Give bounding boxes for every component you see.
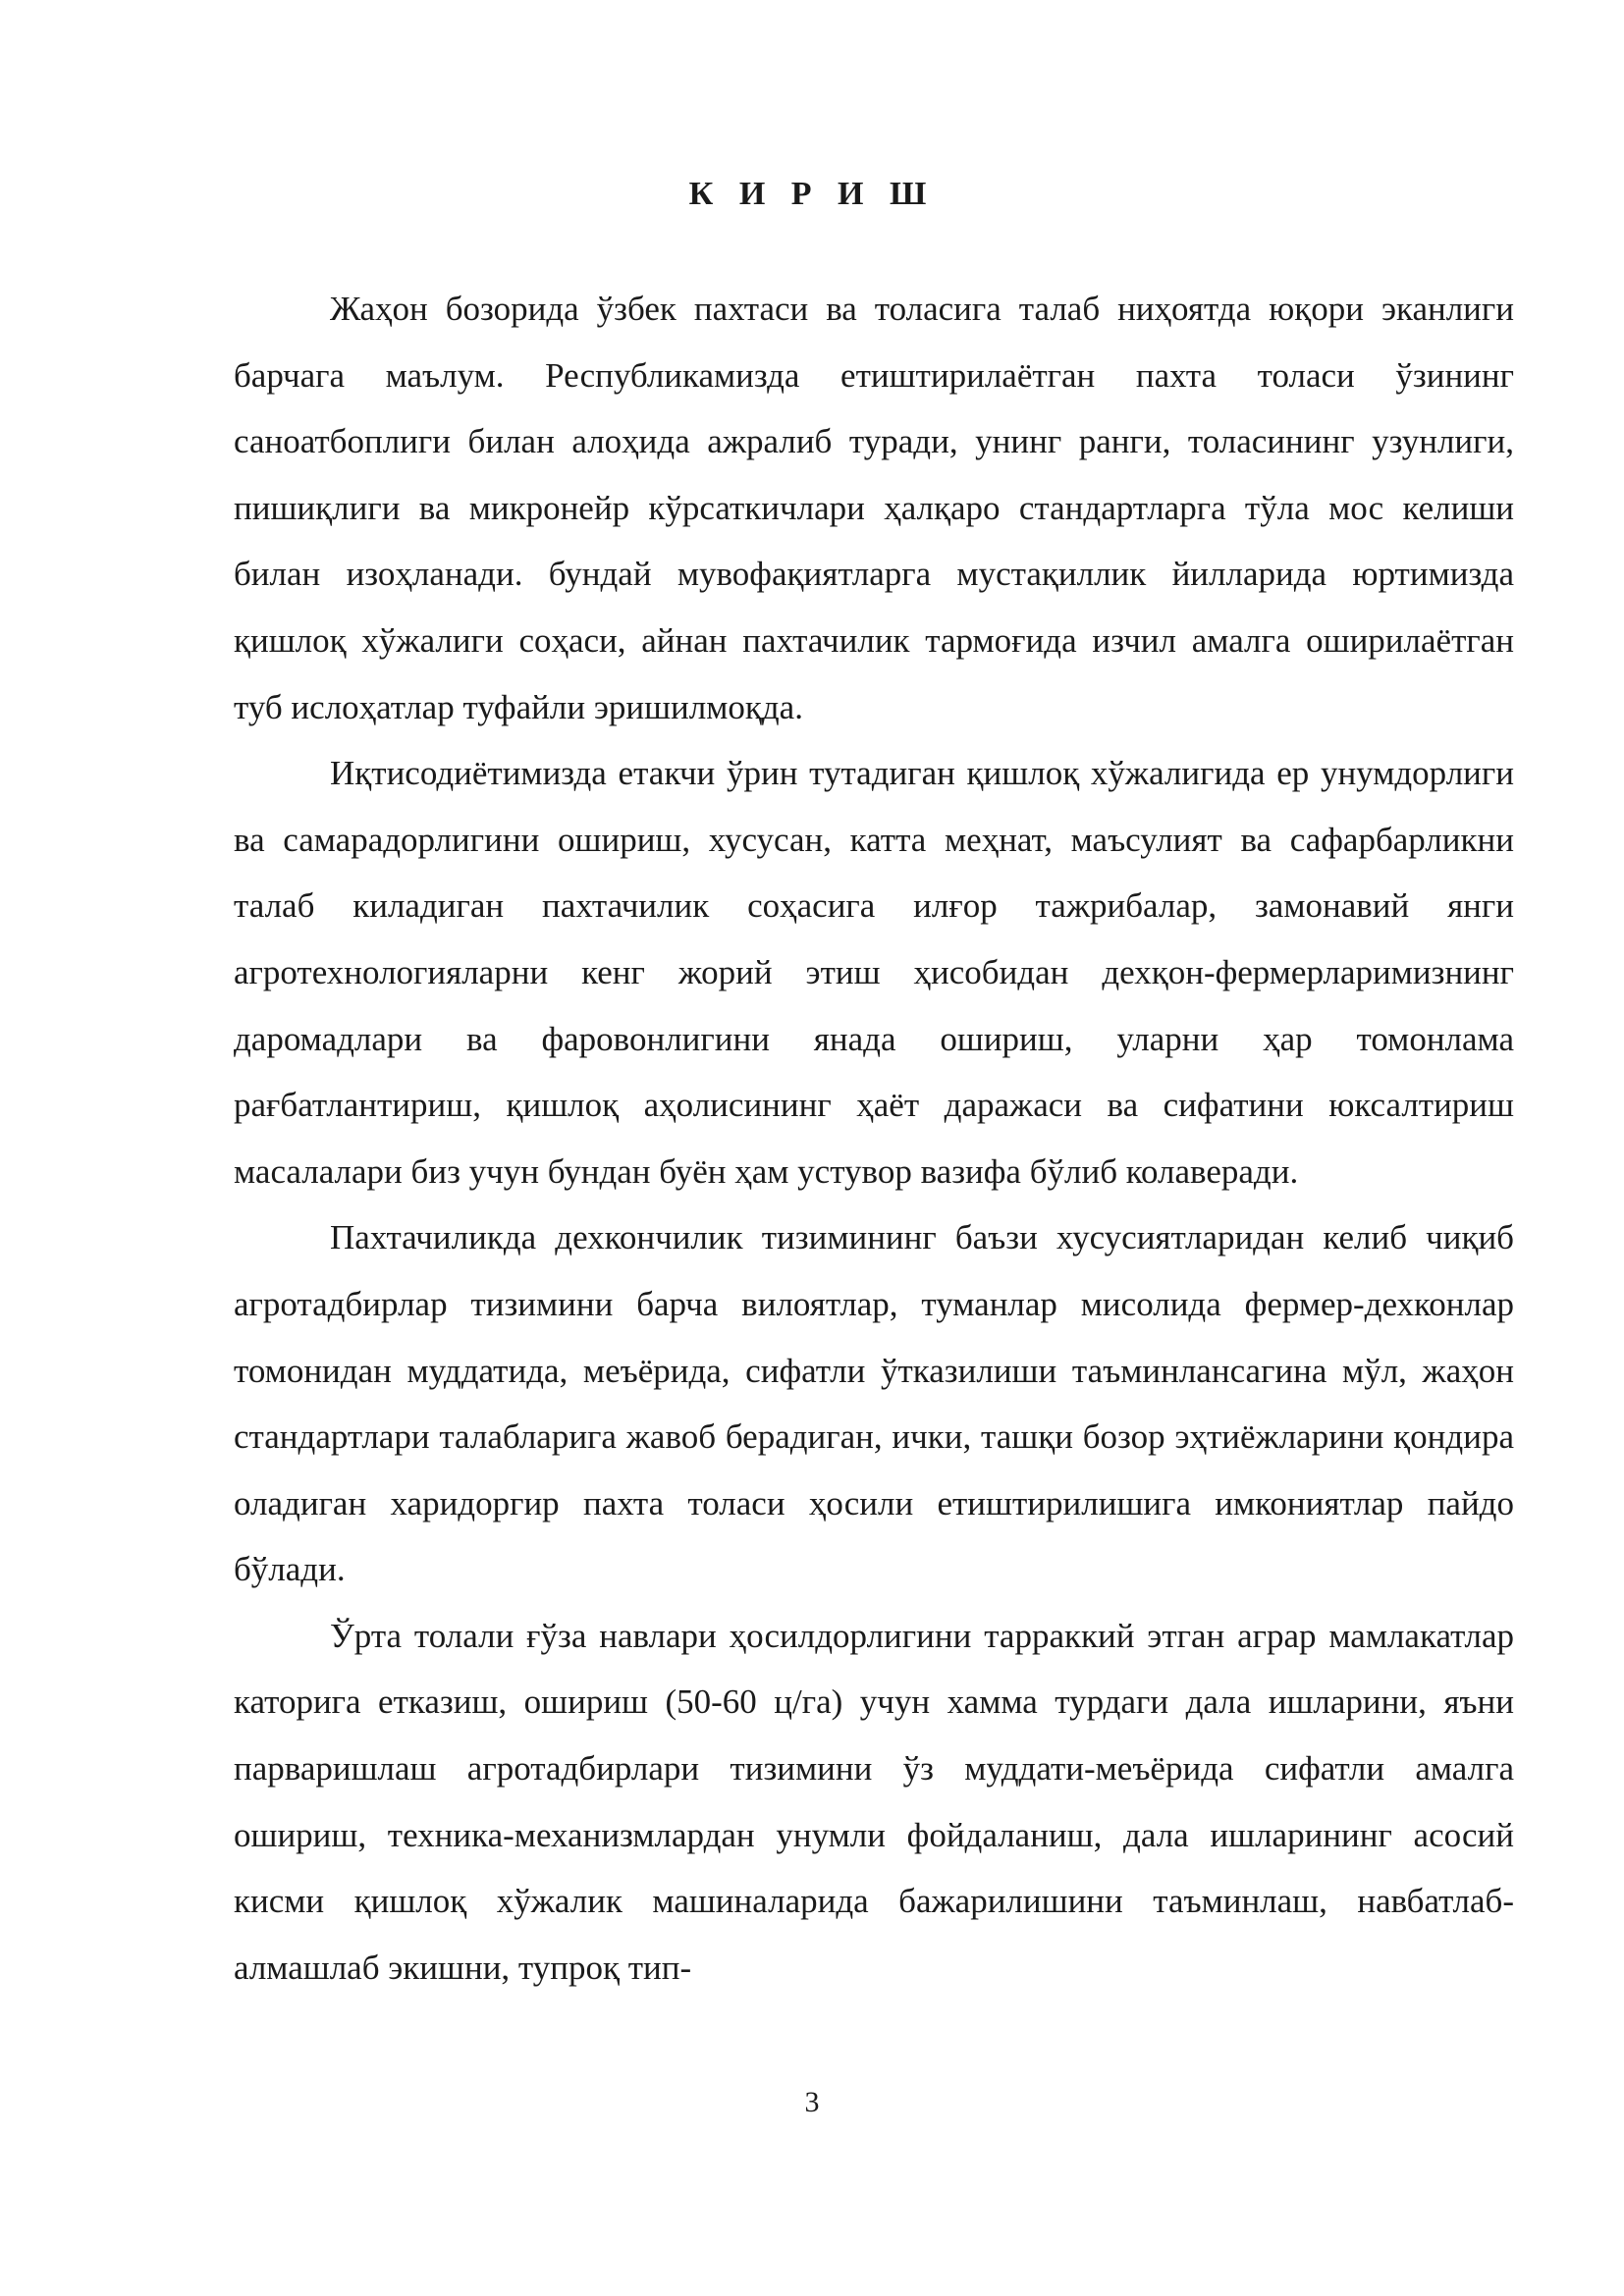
paragraph: Ўрта толали ғўза навлари ҳосилдорлигини тарраккий этган аграр мамлакатлар каторига етказиш, ошириш (50-60 ц/га) учун хамма турдаги дала ишларини, яъни парваришлаш агротадбирлари тизимини ўз муддати-меъёрида сифатли амалга ошириш, техника-механизмлардан унумли фойдаланиш, дала ишларининг асосий кисми қишлоқ хўжалик машиналарида бажарилишини таъминлаш, навбатлаб-алмашлаб экишни, тупроқ тип-	[234, 1616, 1514, 1987]
paragraph: Пахтачиликда дехкончилик тизимининг баъзи хусусиятларидан келиб чиқиб агротадбирлар тизимини барча вилоятлар, туманлар мисолида фермер-дехконлар томонидан муддатида, меъёрида, сифатли ўтказилиши таъминлансагина мўл, жаҳон стандартлари талабларига жавоб берадиган, ички, ташқи бозор эҳтиёжларини қондира оладиган харидоргир пахта толаси ҳосили етиштирилишига имкониятлар пайдо бўлади.	[234, 1218, 1514, 1589]
page-number: 3	[804, 2086, 820, 2118]
paragraph: Иқтисодиётимизда етакчи ўрин тутадиган қишлоқ хўжалигида ер унумдорлиги ва самарадорлигини ошириш, хусусан, катта меҳнат, маъсулият ва сафарбарликни талаб киладиган пахтачилик соҳасига илғор тажрибалар, замонавий янги агротехнологияларни кенг жорий этиш ҳисобидан дехқон-фермерларимизнинг даромадлари ва фаровонлигини янада ошириш, уларни ҳар томонлама рағбатлантириш, қишлоқ аҳолисининг ҳаёт даражаси ва сифатини юксалтириш масалалари биз учун бундан буён ҳам устувор вазифа бўлиб колаверади.	[234, 754, 1514, 1191]
paragraph: Жаҳон бозорида ўзбек пахтаси ва толасига талаб ниҳоятда юқори эканлиги барчага маълум. Республикамизда етиштирилаётган пахта толаси ўзининг саноатбоплиги билан алоҳида ажралиб туради, унинг ранги, толасининг узунлиги, пишиқлиги ва микронейр кўрсаткичлари ҳалқаро стандартларга тўла мос келиши билан изоҳланади. бундай мувофақиятларга мустақиллик йилларида юртимизда қишлоқ хўжалиги соҳаси, айнан пахтачилик тармоғида изчил амалга оширилаётган туб ислоҳатлар туфайли эришилмоқда.	[234, 290, 1514, 726]
body-text	[234, 276, 1514, 2001]
section-heading: К И Р И Ш	[688, 176, 936, 212]
